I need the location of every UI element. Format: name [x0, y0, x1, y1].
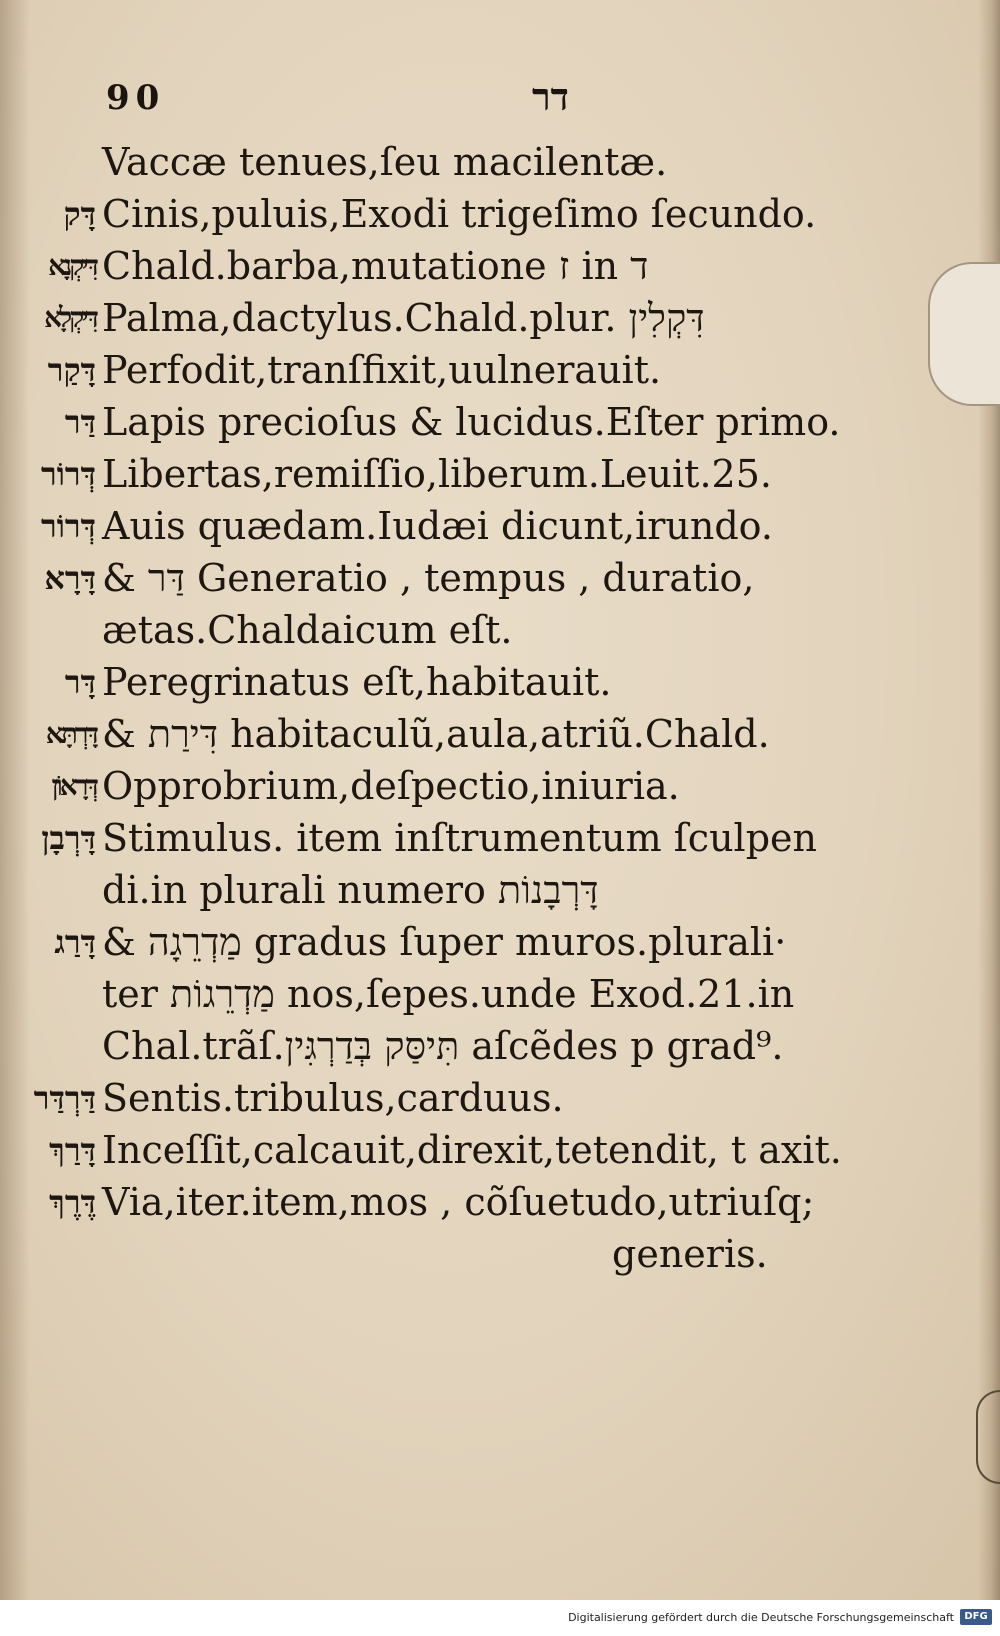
entry-text: & דַּר Generatio , tempus , duratio,: [102, 556, 755, 600]
entry-text: ætas.Chaldaicum eſt.: [102, 608, 513, 652]
text-line: [12, 602, 513, 658]
dictionary-entry: [12, 914, 786, 970]
dictionary-entry: [12, 1174, 814, 1230]
entry-text: Stimulus. item inſtrumentum ſculpen: [102, 816, 817, 860]
hebrew-headword: דָּרָא: [44, 559, 96, 597]
entry-text: Via,iter.item,mos , cõſuetudo,utriuſq;: [102, 1180, 815, 1224]
entry-text: Perfodit,tranſfixit,uulnerauit.: [102, 348, 662, 392]
dictionary-entry: [12, 1122, 842, 1178]
hebrew-headword: דָּרְתָּא: [45, 717, 96, 750]
entry-text: di.in plurali numero דָּרְבָנוֹת: [102, 868, 599, 912]
entry-text: ter מַדְרֵגוֹת nos,ſepes.unde Exod.21.in: [102, 972, 795, 1016]
text-line: [12, 966, 794, 1022]
hebrew-headword: דֶּרֶךְ: [49, 1183, 96, 1221]
dictionary-entry: [12, 1070, 564, 1126]
paper-tab: [928, 262, 1000, 406]
text-line: [12, 862, 599, 918]
hebrew-headword: דָּר: [64, 663, 96, 701]
hebrew-headword: דָּקַר: [47, 351, 96, 389]
dictionary-entry: [12, 550, 754, 606]
page-edge-shadow: [978, 0, 1000, 1600]
hebrew-headword: דְּרָאוֹן: [51, 769, 96, 802]
dictionary-entry: [12, 186, 816, 242]
dictionary-entry: [12, 394, 840, 450]
entry-text: Opprobrium,deſpectio,iniuria.: [102, 764, 680, 808]
hebrew-headword: דָּק: [63, 195, 96, 233]
folio-number: 90: [106, 78, 166, 118]
entry-text: & דִּירַת habitaculũ,aula,atriũ.Chald.: [102, 712, 770, 756]
dictionary-entry: [12, 758, 680, 814]
entry-text: Cinis,puluis,Exodi trigeſimo ſecundo.: [102, 192, 817, 236]
entry-text: Lapis precioſus & lucidus.Eſter primo.: [102, 400, 841, 444]
dictionary-entry: [12, 342, 661, 398]
entry-text: Inceſſit,calcauit,direxit,tetendit, t axit.: [102, 1128, 842, 1172]
text-line: [12, 134, 667, 190]
entry-text: Vaccæ tenues,ſeu macilentæ.: [102, 140, 668, 184]
hebrew-headword: דִּיקְנָא: [48, 249, 96, 282]
running-head: דר: [532, 74, 569, 119]
digitization-footer: [0, 1600, 1000, 1636]
hebrew-headword: דָּרְבָן: [41, 819, 96, 857]
dictionary-entry: [12, 706, 770, 762]
dictionary-entry: [12, 446, 772, 502]
footer-credit: Digitalisierung gefördert durch die Deutsche Forschungsgemeinschaft: [568, 1611, 954, 1624]
dictionary-entry: [12, 810, 817, 866]
hebrew-headword: דַּרְדַּר: [33, 1079, 96, 1117]
dictionary-entry: [12, 238, 648, 294]
entry-text: Palma,dactylus.Chald.plur. דִּקְלִין: [102, 296, 705, 340]
entry-text: Chal.trãſ.תִּיסַּק בְּדַרְגִּין aſcẽdes p grad⁹.: [102, 1024, 784, 1068]
dictionary-entry: [12, 290, 705, 346]
entry-text: Chald.barba,mutatione ז in ד: [102, 244, 649, 288]
dictionary-entry: [12, 498, 773, 554]
dictionary-entry: [12, 654, 612, 710]
entry-text: generis.: [612, 1232, 768, 1276]
entry-text: Sentis.tribulus,carduus.: [102, 1076, 564, 1120]
hebrew-headword: דָּרַג: [54, 923, 96, 961]
hebrew-headword: דַּר: [64, 403, 96, 441]
entry-text: Auis quædam.Iudæi dicunt,irundo.: [102, 504, 773, 548]
text-line: [12, 1018, 783, 1074]
entry-text: Peregrinatus eſt,habitauit.: [102, 660, 612, 704]
hebrew-headword: דָּרַךְ: [49, 1131, 96, 1169]
hebrew-headword: דְּרוֹר: [40, 507, 96, 545]
dfg-logo: DFG: [960, 1609, 992, 1625]
hebrew-headword: דִּיקְלָא: [44, 301, 96, 334]
hebrew-headword: דְּרוֹר: [40, 455, 96, 493]
margin-bracket: [976, 1390, 1000, 1484]
text-line: [612, 1226, 768, 1282]
entry-text: & מַדְרֵגָה gradus ſuper muros.plurali·: [102, 920, 787, 964]
entry-text: Libertas,remiſſio,liberum.Leuit.25.: [102, 452, 772, 496]
